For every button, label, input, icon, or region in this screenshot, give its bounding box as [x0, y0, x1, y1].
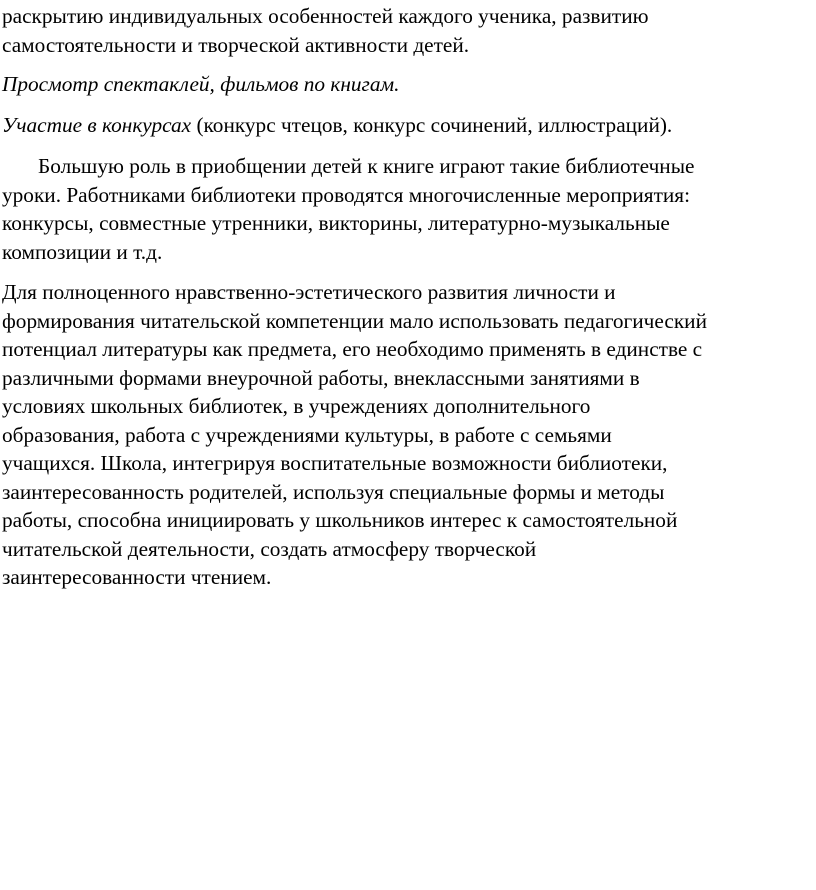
paragraph-line: композиции и т.д.: [2, 239, 163, 264]
paragraph-1: [2, 2, 814, 59]
paragraph-line: заинтересованности чтением.: [2, 565, 272, 589]
paragraph-3: [2, 111, 814, 140]
paragraph-line: раскрытию индивидуальных особенностей каждого ученика, развитию: [2, 4, 649, 28]
paragraph-5: [2, 278, 814, 592]
italic-phrase: Участие в конкурсах: [2, 113, 192, 137]
paragraph-line: условиях школьных библиотек, в учреждениях дополнительного: [2, 394, 591, 418]
paragraph-line: Для полноценного нравственно-эстетического развития личности и: [2, 280, 616, 304]
paragraph-line: образования, работа с учреждениями культуры, в работе с семьями: [2, 422, 612, 447]
paragraph-4: [2, 152, 814, 266]
paragraph-line: заинтересованность родителей, используя специальные формы и методы: [2, 479, 665, 504]
paragraph-line: [2, 111, 814, 140]
paragraph-line: различными формами внеурочной работы, внеклассными занятиями в: [2, 365, 640, 390]
paragraph-line: потенциал литературы как предмета, его необходимо применять в единстве с: [2, 337, 703, 361]
paragraph-line: конкурсы, совместные утренники, викторины, литературно-музыкальные: [2, 211, 670, 235]
paragraph-line: Просмотр спектаклей, фильмов по книгам.: [2, 72, 400, 96]
paragraph-line: Большую роль в приобщении детей к книге играют такие библиотечные: [38, 154, 695, 178]
paragraph-line: формирования читательской компетенции мало использовать педагогический: [2, 308, 707, 333]
paragraph-line: уроки. Работниками библиотеки проводятся многочисленные мероприятия:: [2, 182, 691, 207]
paragraph-line: самостоятельности и творческой активности детей.: [2, 32, 470, 57]
paragraph-2: [2, 70, 814, 99]
plain-phrase: (конкурс чтецов, конкурс сочинений, иллюстраций).: [191, 113, 673, 137]
paragraph-line: читательской деятельности, создать атмосферу творческой: [2, 536, 537, 561]
paragraph-line: работы, способна инициировать у школьников интерес к самостоятельной: [2, 508, 678, 532]
paragraph-line: учащихся. Школа, интегрируя воспитательные возможности библиотеки,: [2, 451, 668, 475]
